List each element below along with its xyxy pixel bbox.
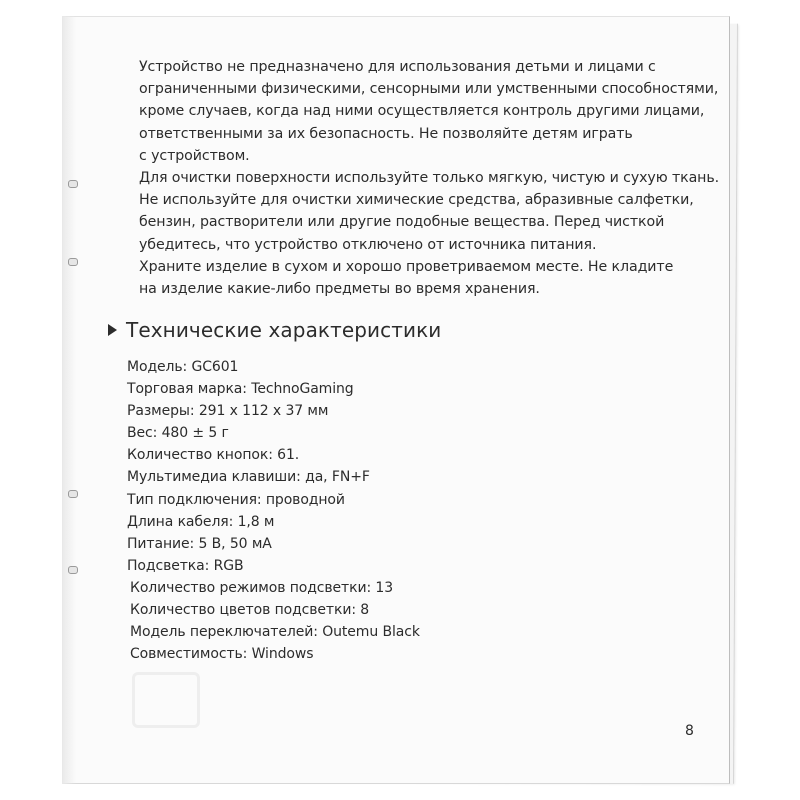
spec-item: Длина кабеля: 1,8 м [127, 513, 275, 530]
intro-line: Устройство не предназначено для использования детьми и лицами с [139, 59, 656, 75]
spec-item: Модель переключателей: Outemu Black [130, 624, 420, 641]
intro-text [139, 56, 720, 300]
intro-line: кроме случаев, когда над ними осуществляется контроль другими лицами, [139, 103, 705, 120]
intro-line: ответственными за их безопасность. Не позволяйте детям играть [139, 125, 633, 142]
page-number: 8 [685, 723, 694, 739]
spec-item: Подсветка: RGB [127, 557, 244, 574]
spec-item: Вес: 480 ± 5 г [127, 425, 229, 442]
spec-item: Тип подключения: проводной [127, 491, 345, 508]
spec-list [127, 356, 420, 665]
section-heading [108, 318, 441, 342]
spec-item: Мультимедиа клавиши: да, FN+F [127, 469, 370, 486]
spec-item: Количество режимов подсветки: 13 [130, 579, 394, 596]
binding-hole [68, 180, 78, 188]
intro-line: Храните изделие в сухом и хорошо проветриваемом месте. Не кладите [139, 258, 674, 275]
intro-line: Не используйте для очистки химические средства, абразивные салфетки, [139, 192, 694, 209]
intro-line: с устройством. [139, 147, 250, 164]
show-through-logo [132, 672, 200, 728]
intro-line: на изделие какие-либо предметы во время хранения. [139, 281, 540, 298]
spec-item: Количество кнопок: 61. [127, 447, 300, 464]
spec-item: Модель: GC601 [127, 359, 239, 375]
page-spine-shadow [62, 16, 76, 784]
binding-hole [68, 566, 78, 574]
intro-line: ограниченными физическими, сенсорными или умственными способностями, [139, 81, 719, 98]
spec-item: Совместимость: Windows [130, 646, 314, 663]
triangle-bullet-icon [108, 324, 117, 336]
spec-item: Размеры: 291 x 112 x 37 мм [127, 403, 329, 420]
spec-item: Торговая марка: TechnoGaming [127, 381, 354, 398]
intro-line: убедитесь, что устройство отключено от источника питания. [139, 236, 597, 253]
spec-item: Питание: 5 В, 50 мА [127, 535, 272, 552]
intro-line: бензин, растворители или другие подобные вещества. Перед чисткой [139, 214, 665, 231]
intro-line: Для очистки поверхности используйте только мягкую, чистую и сухую ткань. [139, 170, 720, 187]
binding-hole [68, 258, 78, 266]
binding-hole [68, 490, 78, 498]
spec-item: Количество цветов подсветки: 8 [130, 602, 370, 619]
section-heading-text: Технические характеристики [126, 318, 442, 342]
